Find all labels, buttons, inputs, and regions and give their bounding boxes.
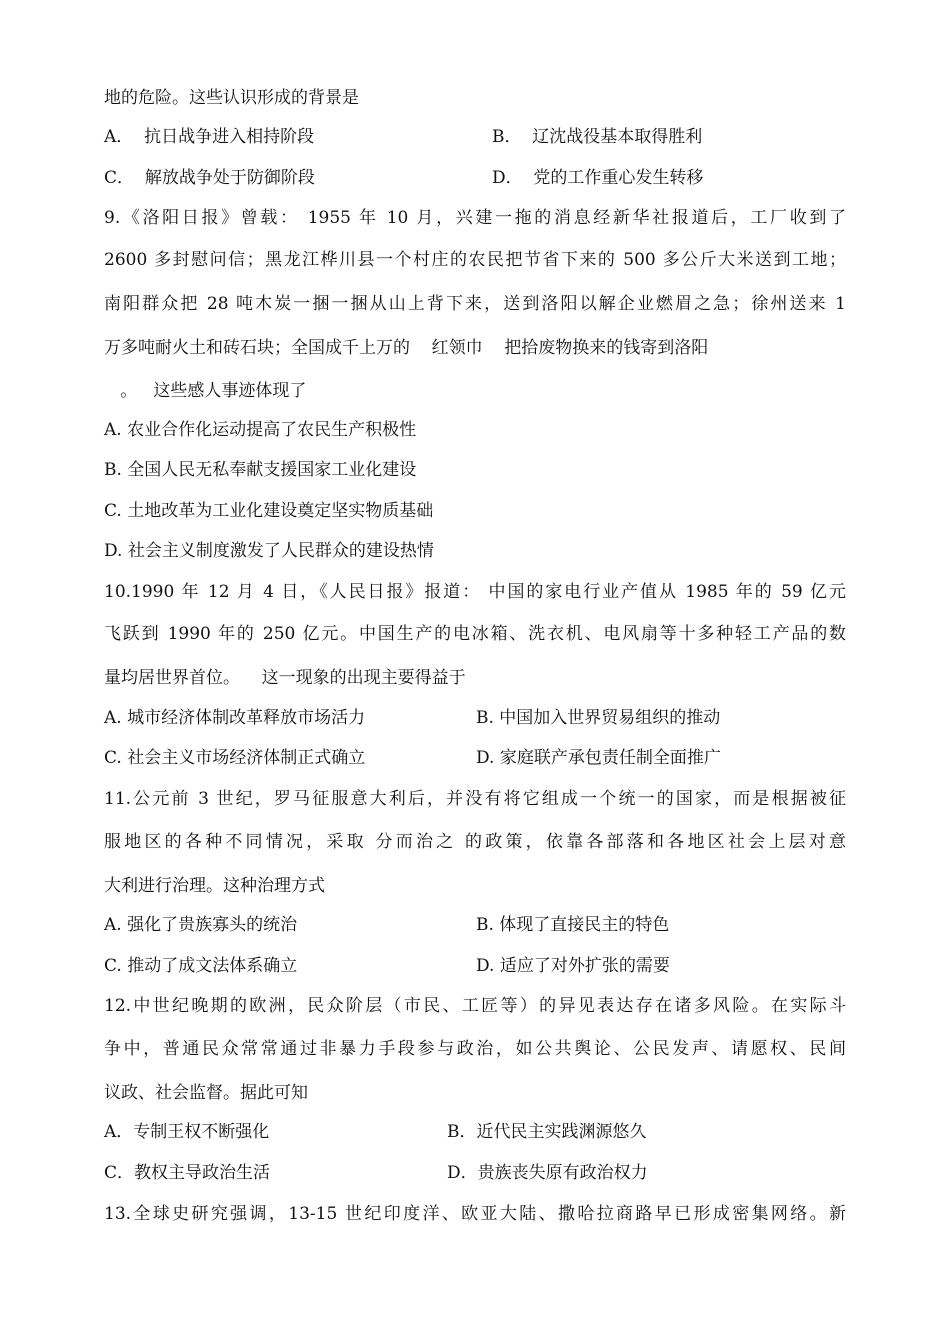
q10-option-b: B. 中国加入世界贸易组织的推动 [476, 708, 721, 728]
q11-option-b: B. 体现了直接民主的特色 [476, 915, 670, 935]
q12-option-c: C．教权主导政治生活 [104, 1163, 271, 1183]
q10-option-c: C. 社会主义市场经济体制正式确立 [104, 748, 366, 768]
q9-stem-line-1: 9.《洛阳日报》曾载： 1955 年 10 月，兴建一拖的消息经新华社报道后，工厂收到了 [104, 208, 846, 228]
q12-option-d: D．贵族丧失原有政治权力 [447, 1163, 648, 1183]
q12-stem-line-3: 议政、社会监督。据此可知 [104, 1083, 308, 1103]
q9-stem-line-3: 南阳群众把 28 吨木炭一捆一捆从山上背下来，送到洛阳以解企业燃眉之急；徐州送来 1 [104, 294, 846, 314]
q12-option-a: A．专制王权不断强化 [104, 1122, 270, 1142]
q10-option-a: A. 城市经济体制改革释放市场活力 [104, 708, 366, 728]
q8-option-d: D． 党的工作重心发生转移 [492, 168, 704, 188]
q12-stem-line-2: 争中，普通民众常常通过非暴力手段参与政治，如公共舆论、公民发声、请愿权、民间 [104, 1039, 846, 1059]
q8-option-b: B． 辽沈战役基本取得胜利 [492, 127, 703, 147]
q8-option-a: A． 抗日战争进入相持阶段 [104, 127, 315, 147]
q9-option-b: B. 全国人民无私奉献支援国家工业化建设 [104, 460, 417, 480]
q9-option-d: D. 社会主义制度激发了人民群众的建设热情 [104, 541, 434, 561]
q9-option-c: C. 土地改革为工业化建设奠定坚实物质基础 [104, 501, 434, 521]
q11-option-a: A. 强化了贵族寡头的统治 [104, 915, 298, 935]
q8-option-c: C． 解放战争处于防御阶段 [104, 168, 315, 188]
q11-option-c: C. 推动了成文法体系确立 [104, 956, 298, 976]
q10-stem-line-3: 量均居世界首位。 这一现象的出现主要得益于 [104, 668, 466, 688]
q10-stem-line-2: 飞跃到 1990 年的 250 亿元。中国生产的电冰箱、洗衣机、电风扇等十多种轻工产品的数 [104, 624, 846, 644]
q11-option-d: D. 适应了对外扩张的需要 [476, 956, 670, 976]
q11-stem-line-2: 服地区的各种不同情况，采取 分而治之 的政策，依靠各部落和各地区社会上层对意 [104, 832, 846, 852]
q10-stem-line-1: 10.1990 年 12 月 4 日，《人民日报》报道： 中国的家电行业产值从 1985 年的 59 亿元 [104, 582, 846, 602]
q13-stem-line-1: 13.全球史研究强调，13-15 世纪印度洋、欧亚大陆、撒哈拉商路早已形成密集网络。新 [104, 1204, 846, 1224]
q8-stem-continuation: 地的危险。这些认识形成的背景是 [104, 88, 359, 108]
q12-stem-line-1: 12.中世纪晚期的欧洲，民众阶层（市民、工匠等）的异见表达存在诸多风险。在实际斗 [104, 996, 846, 1016]
q11-stem-line-1: 11.公元前 3 世纪，罗马征服意大利后，并没有将它组成一个统一的国家，而是根据被征 [104, 789, 846, 809]
q9-stem-line-4: 万多吨耐火土和砖石块；全国成千上万的 红领巾 把拾废物换来的钱寄到洛阳 [104, 338, 709, 358]
q11-stem-line-3: 大利进行治理。这种治理方式 [104, 876, 325, 896]
q9-stem-line-5: 。 这些感人事迹体现了 [104, 381, 307, 401]
q12-option-b: B．近代民主实践渊源悠久 [447, 1122, 647, 1142]
q10-option-d: D. 家庭联产承包责任制全面推广 [476, 748, 721, 768]
q9-stem-line-2: 2600 多封慰问信；黑龙江桦川县一个村庄的农民把节省下来的 500 多公斤大米送到工地； [104, 250, 846, 270]
q9-option-a: A. 农业合作化运动提高了农民生产积极性 [104, 420, 417, 440]
